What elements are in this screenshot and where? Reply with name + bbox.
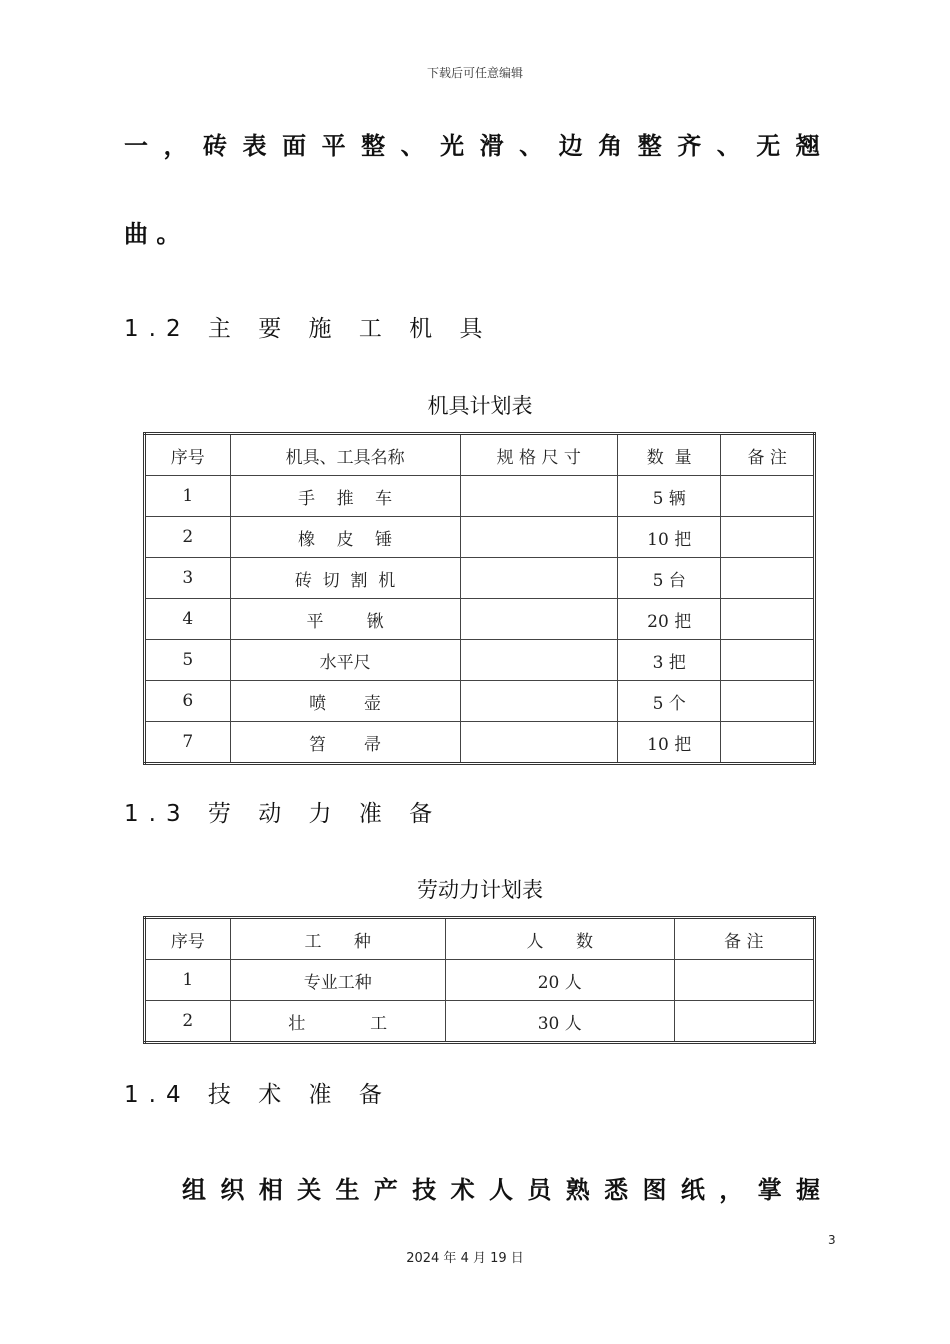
paragraph-char: 组 xyxy=(182,1176,206,1204)
table-cell xyxy=(721,476,815,517)
equipment-table xyxy=(143,432,816,765)
paragraph-char: 握 xyxy=(796,1176,820,1204)
table-cell: 专业工种 xyxy=(230,960,445,1001)
table-cell: 橡 皮 锤 xyxy=(230,517,460,558)
paragraph-char: 角 xyxy=(598,132,623,160)
table-row xyxy=(145,517,815,558)
table-cell xyxy=(460,558,617,599)
table-header-cell: 人 数 xyxy=(445,918,674,960)
table-cell: 10 把 xyxy=(617,722,720,764)
table-cell xyxy=(674,960,814,1001)
paragraph-char: 平 xyxy=(321,132,346,160)
table-header-cell: 备 注 xyxy=(721,434,815,476)
table-cell: 5 台 xyxy=(617,558,720,599)
paragraph-char: 悉 xyxy=(604,1176,629,1204)
paragraph-char: 、 xyxy=(519,132,544,160)
table-header-cell: 备 注 xyxy=(674,918,814,960)
paragraph-char: 相 xyxy=(258,1176,283,1204)
table-cell xyxy=(721,558,815,599)
table-row xyxy=(145,599,815,640)
footer-date: 2024 年 4 月 19 日 xyxy=(406,1251,524,1266)
paragraph-char: 翘 xyxy=(795,132,820,160)
paragraph-char: 员 xyxy=(527,1176,552,1204)
table-cell: 10 把 xyxy=(617,517,720,558)
table-cell xyxy=(460,599,617,640)
table-cell: 手 推 车 xyxy=(230,476,460,517)
paragraph-line-1 xyxy=(124,126,820,161)
table-header-cell: 机具、工具名称 xyxy=(230,434,460,476)
paragraph-char: 砖 xyxy=(203,132,228,160)
table-cell: 20 把 xyxy=(617,599,720,640)
table-row xyxy=(145,960,815,1001)
equipment-table-title: 机具计划表 xyxy=(427,394,533,418)
paragraph-char: 术 xyxy=(450,1176,475,1204)
table-header-cell: 规 格 尺 寸 xyxy=(460,434,617,476)
paragraph-char: 一 xyxy=(124,132,148,160)
paragraph-char: 面 xyxy=(282,132,307,160)
table-cell: 3 xyxy=(145,558,231,599)
header-note: 下载后可任意编辑 xyxy=(426,66,523,80)
table-cell xyxy=(721,599,815,640)
table-cell: 7 xyxy=(145,722,231,764)
paragraph-char: 掌 xyxy=(757,1176,782,1204)
paragraph-char: 关 xyxy=(297,1176,322,1204)
table-cell: 6 xyxy=(145,681,231,722)
paragraph-char: 边 xyxy=(558,132,583,160)
table-cell: 壮 工 xyxy=(230,1001,445,1043)
section-heading-1-4: 1.4 技 术 准 备 xyxy=(124,1082,392,1108)
table-cell: 20 人 xyxy=(445,960,674,1001)
section-heading-1-2: 1.2 主 要 施 工 机 具 xyxy=(124,316,493,342)
table-cell: 1 xyxy=(145,476,231,517)
table-cell: 30 人 xyxy=(445,1001,674,1043)
table-cell: 1 xyxy=(145,960,231,1001)
paragraph-closing-line xyxy=(182,1170,820,1205)
table-cell: 水平尺 xyxy=(230,640,460,681)
table-cell xyxy=(721,640,815,681)
paragraph-char: 图 xyxy=(642,1176,667,1204)
table-header-row xyxy=(145,434,815,476)
paragraph-char: 齐 xyxy=(677,132,702,160)
table-cell: 5 个 xyxy=(617,681,720,722)
table-cell xyxy=(721,517,815,558)
table-cell xyxy=(460,722,617,764)
table-cell xyxy=(460,681,617,722)
table-cell: 笤 帚 xyxy=(230,722,460,764)
paragraph-char: 、 xyxy=(716,132,741,160)
paragraph-char: ， xyxy=(163,132,188,160)
table-header-cell: 数 量 xyxy=(617,434,720,476)
paragraph-char: 滑 xyxy=(479,132,504,160)
table-header-cell: 工 种 xyxy=(230,918,445,960)
page-number: 3 xyxy=(828,1233,836,1247)
paragraph-char: 生 xyxy=(335,1176,360,1204)
paragraph-char: ， xyxy=(719,1176,744,1204)
table-header-row xyxy=(145,918,815,960)
table-header-cell: 序号 xyxy=(145,434,231,476)
labor-table-title: 劳动力计划表 xyxy=(417,878,543,902)
paragraph-char: 产 xyxy=(373,1176,398,1204)
table-cell xyxy=(674,1001,814,1043)
table-row xyxy=(145,476,815,517)
table-cell: 2 xyxy=(145,517,231,558)
table-cell: 平 锹 xyxy=(230,599,460,640)
table-cell xyxy=(721,681,815,722)
paragraph-char: 织 xyxy=(220,1176,245,1204)
table-cell xyxy=(460,476,617,517)
paragraph-char: 无 xyxy=(756,132,781,160)
paragraph-char: 技 xyxy=(412,1176,437,1204)
table-cell: 4 xyxy=(145,599,231,640)
paragraph-char: 整 xyxy=(361,132,386,160)
labor-table xyxy=(143,916,816,1044)
paragraph-char: 熟 xyxy=(565,1176,590,1204)
table-cell xyxy=(460,517,617,558)
paragraph-line-2: 曲 。 xyxy=(124,220,181,248)
paragraph-char: 纸 xyxy=(680,1176,705,1204)
table-row xyxy=(145,681,815,722)
table-cell: 5 xyxy=(145,640,231,681)
table-row xyxy=(145,558,815,599)
table-row xyxy=(145,640,815,681)
table-cell: 5 辆 xyxy=(617,476,720,517)
paragraph-char: 人 xyxy=(489,1176,513,1204)
table-row xyxy=(145,1001,815,1043)
table-cell: 喷 壶 xyxy=(230,681,460,722)
table-cell xyxy=(721,722,815,764)
paragraph-char: 整 xyxy=(637,132,662,160)
table-cell xyxy=(460,640,617,681)
paragraph-char: 、 xyxy=(400,132,425,160)
section-heading-1-3: 1.3 劳 动 力 准 备 xyxy=(124,801,443,827)
table-row xyxy=(145,722,815,764)
paragraph-char: 光 xyxy=(440,132,465,160)
table-cell: 砖 切 割 机 xyxy=(230,558,460,599)
table-cell: 2 xyxy=(145,1001,231,1043)
table-cell: 3 把 xyxy=(617,640,720,681)
paragraph-char: 表 xyxy=(242,132,267,160)
table-header-cell: 序号 xyxy=(145,918,231,960)
